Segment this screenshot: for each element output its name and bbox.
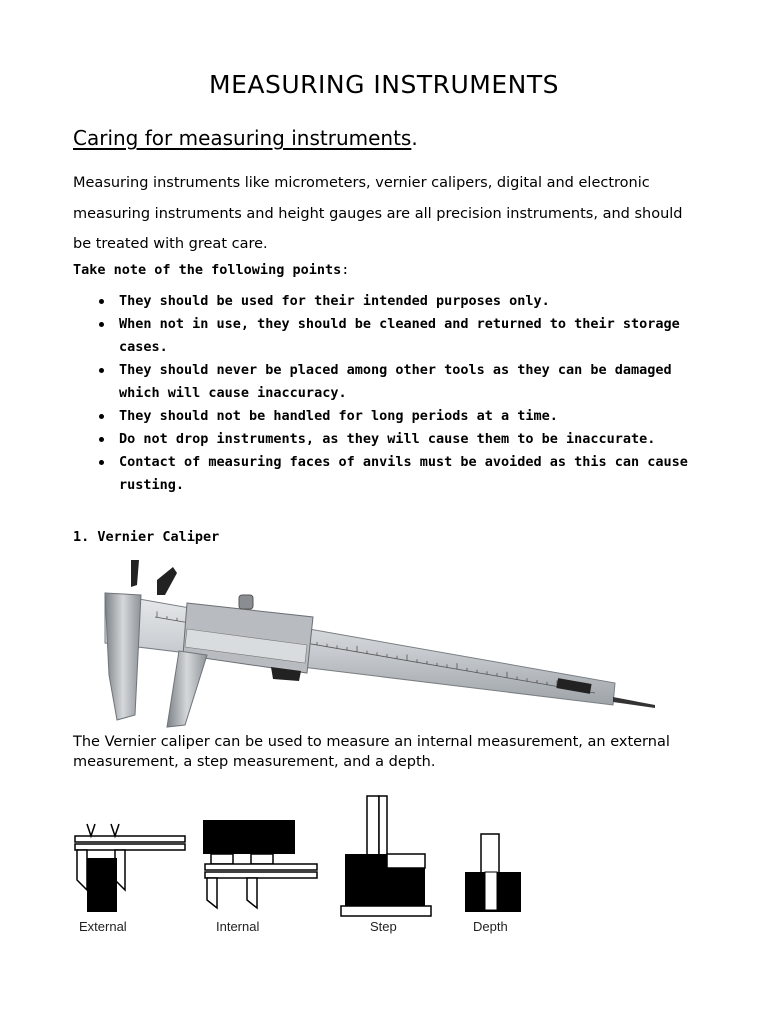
bullet-icon: [99, 460, 104, 465]
list-item-text: When not in use, they should be cleaned and returned to their storage cases.: [119, 316, 680, 355]
external-measurement-diagram: [75, 824, 185, 912]
intro-paragraph: Measuring instruments like micrometers, vernier calipers, digital and electronic measuring instruments and height gauges are all precision instruments, and should be treated with great care.: [73, 175, 683, 252]
vernier-caliper-image: [95, 555, 660, 730]
care-points-list: [73, 290, 688, 497]
label-external: External: [79, 919, 127, 934]
list-item-text: They should never be placed among other tools as they can be damaged which will cause inaccuracy.: [119, 362, 672, 401]
subtitle-text: Caring for measuring instruments: [73, 126, 412, 150]
caliper-description: The Vernier caliper can be used to measure an internal measurement, an external measurement, a step measurement, and a depth.: [73, 734, 670, 770]
internal-measurement-diagram: [203, 820, 317, 908]
bullet-icon: [99, 322, 104, 327]
label-internal: Internal: [216, 919, 260, 934]
list-item-text: Contact of measuring faces of anvils must be avoided as this can cause rusting.: [119, 454, 688, 493]
list-item: [73, 313, 688, 359]
list-item-text: They should not be handled for long periods at a time.: [119, 408, 558, 424]
bullet-icon: [99, 368, 104, 373]
page-title: MEASURING INSTRUMENTS: [209, 70, 559, 99]
bullet-icon: [99, 414, 104, 419]
list-item: [73, 405, 688, 428]
subtitle-period: .: [411, 126, 418, 150]
list-item-text: Do not drop instruments, as they will cause them to be inaccurate.: [119, 431, 656, 447]
list-item: [73, 451, 688, 497]
label-step: Step: [370, 919, 397, 934]
list-item-text: They should be used for their intended purposes only.: [119, 293, 550, 309]
section-subtitle: [73, 126, 418, 150]
section-heading-vernier: 1. Vernier Caliper: [73, 529, 220, 545]
depth-measurement-diagram: [465, 834, 521, 912]
step-measurement-diagram: [341, 796, 431, 916]
list-item: [73, 428, 688, 451]
note-heading: [73, 262, 349, 278]
bullet-icon: [99, 437, 104, 442]
list-item: [73, 359, 688, 405]
bullet-icon: [99, 299, 104, 304]
label-depth: Depth: [473, 919, 508, 934]
note-heading-colon: :: [341, 262, 350, 278]
list-item: [73, 290, 688, 313]
measurement-types-figure: [65, 790, 535, 940]
note-heading-text: Take note of the following points: [73, 262, 342, 278]
